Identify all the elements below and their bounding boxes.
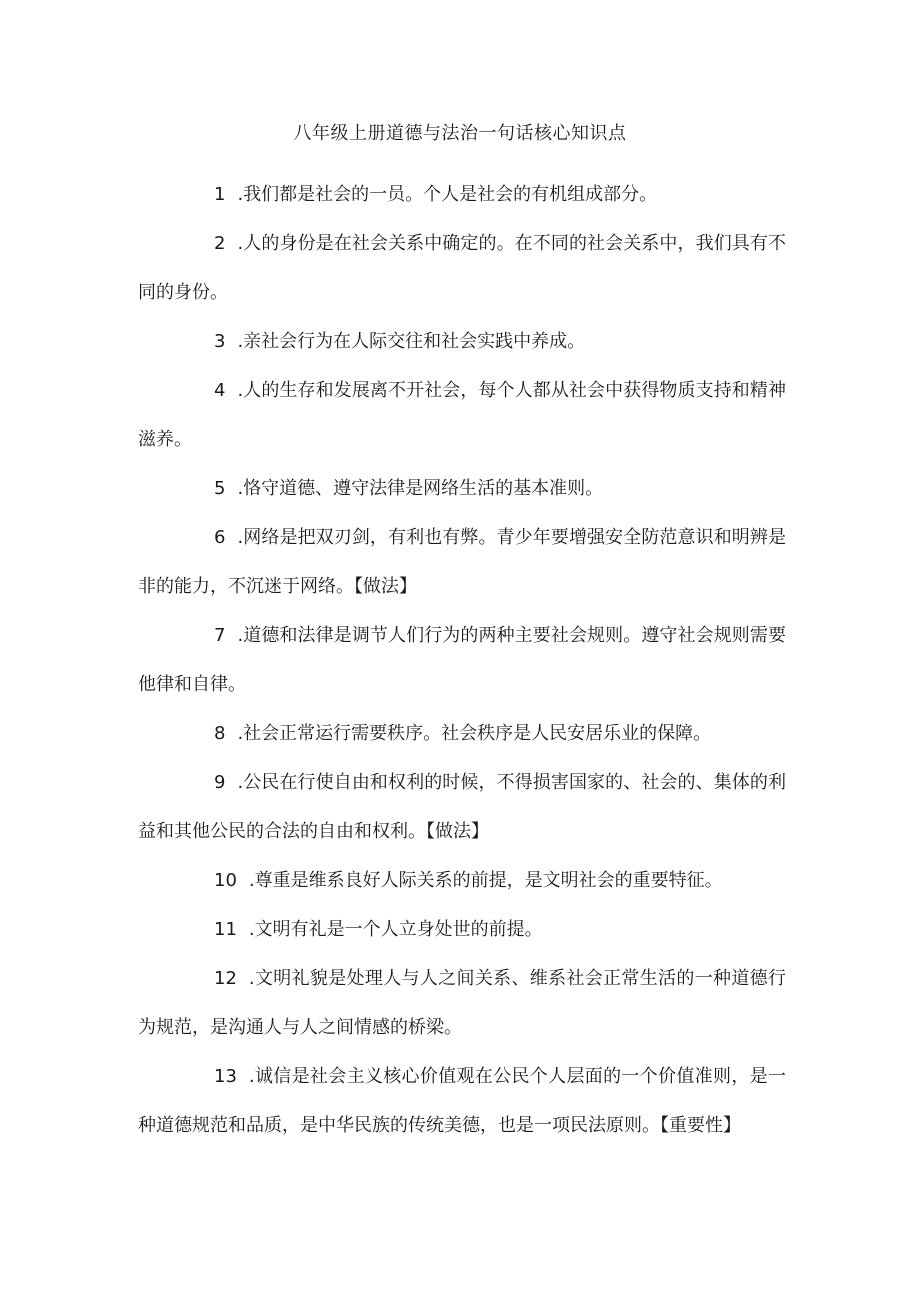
item-number: 6	[214, 527, 226, 548]
item-text: .网络是把双刃剑，有利也有弊。青少年要增强安全防范意识和明辨是非的能力，不沉迷于网络。【做法】	[138, 527, 786, 597]
item-number: 12	[214, 968, 237, 989]
item-text: .文明礼貌是处理人与人之间关系、维系社会正常生活的一种道德行为规范，是沟通人与人之间情感的桥梁。	[138, 968, 786, 1038]
item-number: 13	[214, 1066, 237, 1087]
item-text: .社会正常运行需要秩序。社会秩序是人民安居乐业的保障。	[237, 723, 712, 744]
item-text: .人的生存和发展离不开社会，每个人都从社会中获得物质支持和精神滋养。	[138, 380, 786, 450]
item-text: .公民在行使自由和权利的时候，不得损害国家的、社会的、集体的利益和其他公民的合法的自由和权利。【做法】	[138, 772, 786, 842]
item-text: .尊重是维系良好人际关系的前提，是文明社会的重要特征。	[248, 870, 723, 891]
item-number: 1	[214, 184, 226, 205]
knowledge-point-item	[138, 219, 786, 317]
knowledge-point-item	[138, 317, 786, 366]
item-number: 10	[214, 870, 237, 891]
item-text: .诚信是社会主义核心价值观在公民个人层面的一个价值准则，是一种道德规范和品质，是中华民族的传统美德，也是一项民法原则。【重要性】	[138, 1066, 786, 1136]
item-text: .我们都是社会的一员。个人是社会的有机组成部分。	[237, 184, 658, 205]
item-number: 2	[214, 233, 226, 254]
item-number: 11	[214, 919, 237, 940]
knowledge-point-item	[138, 758, 786, 856]
knowledge-point-item	[138, 513, 786, 611]
item-text: .文明有礼是一个人立身处世的前提。	[248, 919, 543, 940]
item-number: 5	[214, 478, 226, 499]
item-number: 4	[214, 380, 226, 401]
knowledge-point-item	[138, 464, 786, 513]
knowledge-point-list	[138, 170, 786, 1150]
knowledge-point-item	[138, 856, 786, 905]
knowledge-point-item	[138, 366, 786, 464]
item-text: .亲社会行为在人际交往和社会实践中养成。	[237, 331, 586, 352]
item-number: 3	[214, 331, 226, 352]
item-number: 7	[214, 625, 226, 646]
knowledge-point-item	[138, 611, 786, 709]
item-text: .道德和法律是调节人们行为的两种主要社会规则。遵守社会规则需要他律和自律。	[138, 625, 786, 695]
knowledge-point-item	[138, 170, 786, 219]
document-title: 八年级上册道德与法治一句话核心知识点	[293, 123, 627, 144]
knowledge-point-item	[138, 905, 786, 954]
knowledge-point-item	[138, 1052, 786, 1150]
knowledge-point-item	[138, 709, 786, 758]
item-text: .恪守道德、遵守法律是网络生活的基本准则。	[237, 478, 604, 499]
item-text: .人的身份是在社会关系中确定的。在不同的社会关系中，我们具有不同的身份。	[138, 233, 786, 303]
item-number: 8	[214, 723, 226, 744]
knowledge-point-item	[138, 954, 786, 1052]
item-number: 9	[214, 772, 226, 793]
